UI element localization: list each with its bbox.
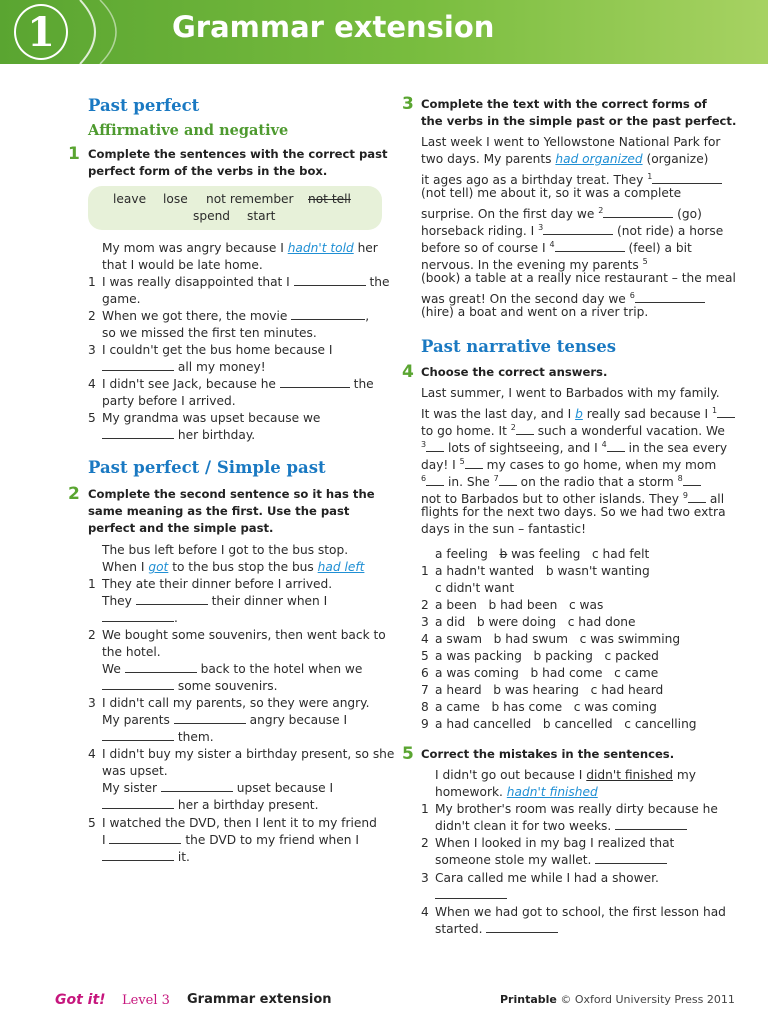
ex3-text-line: Last week I went to Yellowstone National Park for — [421, 135, 721, 149]
copyright-notice: Printable © Oxford University Press 2011 — [500, 993, 735, 1006]
page-header — [0, 0, 768, 64]
ex5-example-cont: homework. hadn't finished — [435, 785, 598, 799]
ex4-option-row: 7 a heard b was hearing c had heard — [421, 683, 664, 697]
exercise-1-number: 1 — [68, 144, 80, 164]
ex2-item-3-l2: My parents angry because I — [102, 713, 348, 727]
answer-blank[interactable] — [161, 780, 233, 792]
answer-blank[interactable] — [102, 678, 174, 690]
exercise-4-number: 4 — [402, 362, 414, 382]
level-label: Level 3 — [122, 993, 170, 1008]
answer-blank[interactable] — [174, 712, 246, 724]
header-decoration — [70, 0, 140, 64]
ex4-option-row-cont: c didn't want — [435, 581, 515, 595]
answer-blank[interactable] — [465, 457, 483, 469]
ex4-text-line: to go home. It $^2$ such a wonderful vacation. We — [421, 423, 725, 439]
answer-blank[interactable] — [486, 921, 558, 933]
ex4-text-line: days in the sun – fantastic! — [421, 522, 586, 536]
ex1-item-5-cont: her birthday. — [102, 427, 255, 444]
answer-blank[interactable] — [595, 852, 667, 864]
exercise-3-instruction: Complete the text with the correct forms of the verbs in the simple past or the past perfect. — [421, 97, 737, 128]
ex2-item-4: 4 I didn't buy my sister a birthday present, so she — [88, 747, 395, 761]
ex4-option-row: 9 a had cancelled b cancelled c cancelling — [421, 717, 697, 731]
answer-blank[interactable] — [717, 406, 735, 418]
answer-blank[interactable] — [109, 832, 181, 844]
ex4-option-row: 6 a was coming b had come c came — [421, 666, 659, 680]
ex3-text-line: it ages ago as a birthday treat. They $^1$ — [421, 168, 722, 189]
section-heading-past-narrative-tenses: Past narrative tenses — [421, 337, 616, 356]
answer-blank[interactable] — [555, 240, 625, 252]
answer-blank[interactable] — [652, 172, 722, 184]
ex5-item-2: 2 When I looked in my bag I realized that — [421, 836, 675, 850]
ex2-item-2: 2 We bought some souvenirs, then went back to — [88, 628, 386, 642]
ex3-text-line: was great! On the second day we $^6$ — [421, 287, 705, 308]
ex2-item-3: 3 I didn't call my parents, so they were angry. — [88, 696, 370, 710]
word-box-item: not remember — [206, 192, 294, 206]
ex5-item-4: 4 When we had got to school, the first lesson had — [421, 905, 726, 919]
ex2-item-2-cont: the hotel. — [102, 645, 161, 659]
ex1-item-1-cont: game. — [102, 292, 141, 306]
ex1-item-2-cont: so we missed the first ten minutes. — [102, 326, 317, 340]
ex4-text-line: Last summer, I went to Barbados with my family. — [421, 386, 720, 400]
answer-blank[interactable] — [136, 593, 208, 605]
answer-blank[interactable] — [426, 474, 444, 486]
exercise-5-number: 5 — [402, 744, 414, 764]
answer-blank[interactable] — [615, 818, 687, 830]
ex2-item-4-cont: was upset. — [102, 764, 168, 778]
ex2-item-1-l3: . — [102, 610, 178, 627]
section-heading-past-perfect-simple-past: Past perfect / Simple past — [88, 458, 326, 477]
ex1-item-3: 3 I couldn't get the bus home because I — [88, 343, 333, 357]
ex2-item-1-l2: They their dinner when I — [102, 594, 328, 608]
ex3-text-line: surprise. On the first day we $^2$ (go) — [421, 206, 702, 222]
exercise-3-number: 3 — [402, 94, 414, 114]
answer-blank[interactable] — [607, 440, 625, 452]
ex4-option-row: 5 a was packing b packing c packed — [421, 649, 659, 663]
got-it-logo: Got it! — [55, 992, 106, 1008]
answer-blank[interactable] — [294, 274, 366, 286]
ex3-text-line: horseback riding. I $^3$ (not ride) a horse — [421, 223, 724, 239]
answer-blank[interactable] — [688, 491, 706, 503]
ex5-item-3: 3 Cara called me while I had a shower. — [421, 871, 659, 885]
word-box — [88, 186, 382, 230]
ex2-example-l2: When I got to the bus stop the bus had left — [102, 560, 365, 574]
ex3-text-line: before so of course I $^4$ (feel) a bit — [421, 240, 692, 256]
ex4-text-line: day! I $^5$ my cases to go home, when my mom — [421, 457, 717, 473]
footer-title: Grammar extension — [187, 992, 332, 1007]
ex2-item-4-l2: My sister upset because I — [102, 781, 334, 795]
section-heading-past-perfect: Past perfect — [88, 96, 200, 115]
exercise-2-number: 2 — [68, 484, 80, 504]
ex1-item-5: 5 My grandma was upset because we — [88, 411, 321, 425]
ex4-text-line: $^6$ in. She $^7$ on the radio that a storm $^8$ — [421, 470, 701, 491]
exercise-2-instruction: Complete the second sentence so it has the same meaning as the first. Use the past perfect and the simple past. — [88, 487, 375, 535]
ex2-item-4-l3: her a birthday present. — [102, 797, 318, 814]
ex3-text-line: (book) a table at a really nice restaurant – the meal — [421, 271, 736, 285]
page-title: Grammar extension — [172, 10, 495, 44]
word-box-item: leave — [113, 192, 147, 206]
ex2-item-5-l3: it. — [102, 849, 190, 866]
ex1-item-4: 4 I didn't see Jack, because he the — [88, 377, 374, 391]
subheading-affirmative-negative: Affirmative and negative — [88, 122, 289, 139]
answer-blank[interactable] — [435, 887, 507, 899]
ex5-item-2-cont: someone stole my wallet. — [435, 852, 667, 869]
ex5-item-1: 1 My brother's room was really dirty because he — [421, 802, 718, 816]
word-box-item: start — [247, 209, 276, 223]
ex1-item-2: 2 When we got there, the movie , — [88, 309, 370, 323]
answer-blank[interactable] — [102, 729, 174, 741]
ex4-option-row: 2 a been b had been c was — [421, 598, 604, 612]
ex3-text-line: (not tell) me about it, so it was a complete — [421, 186, 682, 200]
ex1-item-4-cont: party before I arrived. — [102, 394, 236, 408]
ex5-example: I didn't go out because I didn't finished my — [435, 768, 696, 782]
exercise-5-instruction: Correct the mistakes in the sentences. — [421, 747, 675, 761]
answer-blank[interactable] — [603, 206, 673, 218]
answer-blank[interactable] — [291, 308, 365, 320]
example-answer: hadn't told — [287, 241, 354, 255]
ex4-option-row: 3 a did b were doing c had done — [421, 615, 636, 629]
answer-blank[interactable] — [426, 440, 444, 452]
answer-blank[interactable] — [280, 376, 350, 388]
ex2-item-2-l2: We back to the hotel when we — [102, 662, 363, 676]
ex1-item-1: 1 I was really disappointed that I the — [88, 275, 390, 289]
ex1-example: My mom was angry because I hadn't told her — [102, 241, 378, 255]
ex5-item-4-cont: started. — [435, 921, 558, 938]
answer-blank[interactable] — [102, 849, 174, 861]
ex2-item-1: 1 They ate their dinner before I arrived. — [88, 577, 333, 591]
ex5-item-3-cont — [435, 887, 507, 904]
ex2-example-l1: The bus left before I got to the bus stop. — [102, 543, 349, 557]
ex4-option-row: 1 a hadn't wanted b wasn't wanting — [421, 564, 650, 578]
ex1-item-3-cont: all my money! — [102, 359, 266, 376]
answer-blank[interactable] — [499, 474, 517, 486]
page-footer — [0, 992, 768, 1012]
answer-blank[interactable] — [635, 291, 705, 303]
ex4-text-line: not to Barbados but to other islands. They $^9$ all — [421, 491, 725, 507]
ex4-text-line: $^3$ lots of sightseeing, and I $^4$ in the sea every — [421, 440, 728, 456]
exercise-4-instruction: Choose the correct answers. — [421, 365, 608, 379]
answer-blank[interactable] — [102, 359, 174, 371]
unit-number: 1 — [14, 4, 68, 60]
answer-blank[interactable] — [102, 797, 174, 809]
answer-blank[interactable] — [516, 423, 534, 435]
ex5-item-1-cont: didn't clean it for two weeks. — [435, 818, 687, 835]
ex4-option-row: 8 a came b has come c was coming — [421, 700, 657, 714]
answer-blank[interactable] — [543, 223, 613, 235]
answer-blank[interactable] — [102, 610, 174, 622]
ex4-option-row-example: a feeling b was feeling c had felt — [435, 547, 650, 561]
answer-blank[interactable] — [683, 474, 701, 486]
ex1-example-cont: that I would be late home. — [102, 258, 263, 272]
answer-blank[interactable] — [102, 427, 174, 439]
word-box-item: lose — [163, 192, 188, 206]
ex2-item-5-l2: I the DVD to my friend when I — [102, 833, 359, 847]
answer-blank[interactable] — [125, 661, 197, 673]
ex4-text-line: flights for the next two days. So we had two extra — [421, 505, 726, 519]
ex3-text-line: (hire) a boat and went on a river trip. — [421, 305, 649, 319]
word-box-item: spend — [193, 209, 231, 223]
ex4-text-line: It was the last day, and I b really sad because I $^1$ — [421, 402, 735, 423]
example-answer: had organized — [555, 152, 643, 166]
ex2-item-5: 5 I watched the DVD, then I lent it to my friend — [88, 816, 377, 830]
ex2-item-3-l3: them. — [102, 729, 214, 746]
word-box-item-used: not tell — [308, 192, 351, 206]
ex2-item-2-l3: some souvenirs. — [102, 678, 278, 695]
exercise-1-instruction: Complete the sentences with the correct past perfect form of the verbs in the box. — [88, 147, 388, 178]
ex4-option-row: 4 a swam b had swum c was swimming — [421, 632, 681, 646]
ex3-text-line: two days. My parents had organized (organize) — [421, 152, 709, 166]
ex3-text-line: nervous. In the evening my parents $^5$ — [421, 257, 648, 273]
